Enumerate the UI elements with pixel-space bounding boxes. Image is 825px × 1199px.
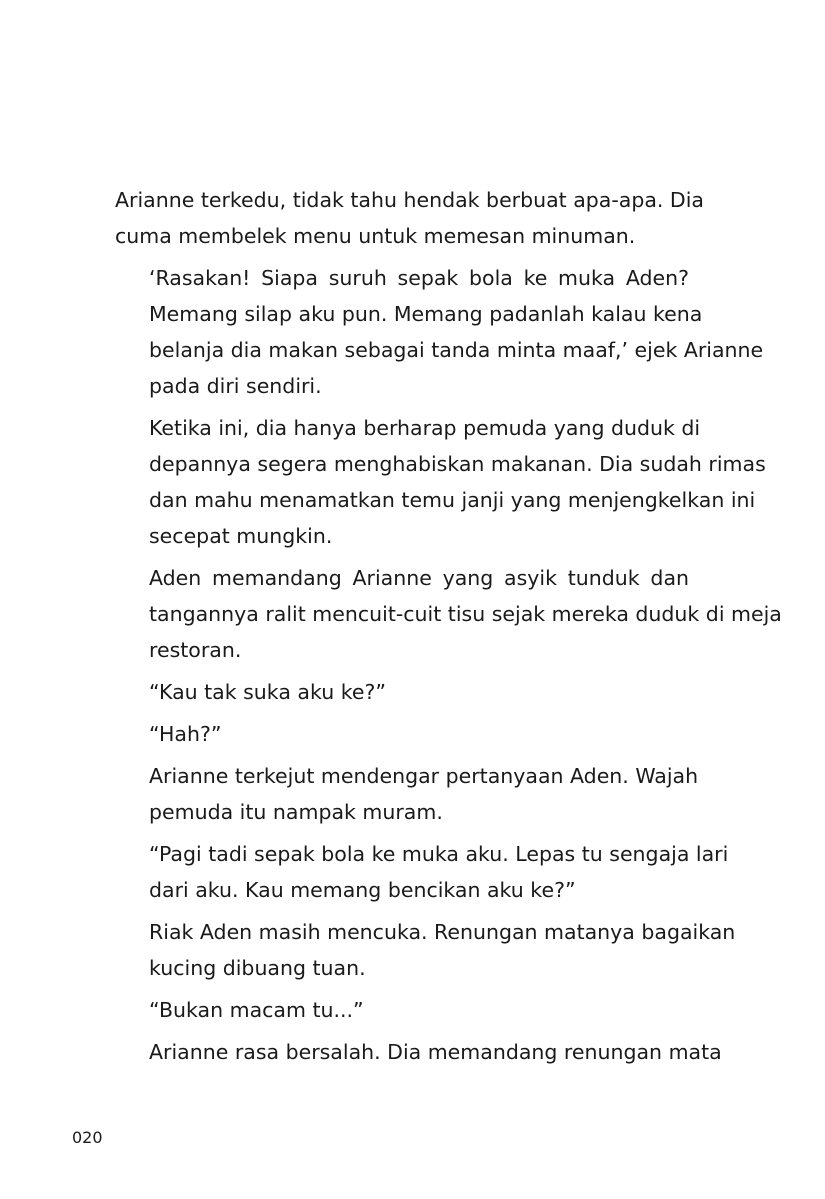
text-line: tangannya ralit mencuit-cuit tisu sejak mereka duduk di meja	[149, 602, 782, 626]
text-line: Arianne terkejut mendengar pertanyaan Aden. Wajah	[149, 764, 699, 788]
paragraph	[115, 410, 766, 554]
body-text	[115, 182, 782, 1076]
text-line: belanja dia makan sebagai tanda minta maaf,’ ejek Arianne	[149, 338, 764, 362]
text-line: Arianne rasa bersalah. Dia memandang renungan mata	[149, 1040, 722, 1064]
text-line: dari aku. Kau memang bencikan aku ke?”	[149, 878, 576, 902]
text-line: secepat mungkin.	[149, 524, 333, 548]
text-line: pada diri sendiri.	[149, 374, 322, 398]
text-line: Memang silap aku pun. Memang padanlah kalau kena	[149, 302, 703, 326]
text-line: Aden memandang Arianne yang asyik tunduk dan	[149, 566, 689, 590]
paragraph	[115, 674, 689, 710]
text-line: Arianne terkedu, tidak tahu hendak berbuat apa-apa. Dia	[115, 188, 704, 212]
text-line: depannya segera menghabiskan makanan. Dia sudah rimas	[149, 452, 766, 476]
page-number: 020	[72, 1128, 103, 1147]
text-line: “Pagi tadi sepak bola ke muka aku. Lepas tu sengaja lari	[149, 842, 729, 866]
paragraph	[115, 836, 729, 908]
text-line: pemuda itu nampak muram.	[149, 800, 443, 824]
paragraph	[115, 560, 782, 668]
text-line: cuma membelek menu untuk memesan minuman.	[115, 224, 636, 248]
text-line: Riak Aden masih mencuka. Renungan matanya bagaikan	[149, 920, 736, 944]
text-line: kucing dibuang tuan.	[149, 956, 366, 980]
text-line: dan mahu menamatkan temu janji yang menjengkelkan ini	[149, 488, 756, 512]
paragraph	[115, 260, 764, 404]
paragraph	[115, 914, 736, 986]
text-line: “Bukan macam tu...”	[149, 998, 364, 1022]
text-line: “Kau tak suka aku ke?”	[149, 680, 386, 704]
text-line: Ketika ini, dia hanya berharap pemuda yang duduk di	[149, 416, 701, 440]
paragraph	[115, 758, 699, 830]
paragraph	[115, 992, 689, 1028]
paragraph	[115, 716, 689, 752]
paragraph	[115, 182, 704, 254]
paragraph	[115, 1034, 722, 1070]
text-line: ‘Rasakan! Siapa suruh sepak bola ke muka Aden?	[149, 266, 689, 290]
text-line: “Hah?”	[149, 722, 222, 746]
text-line: restoran.	[149, 638, 242, 662]
